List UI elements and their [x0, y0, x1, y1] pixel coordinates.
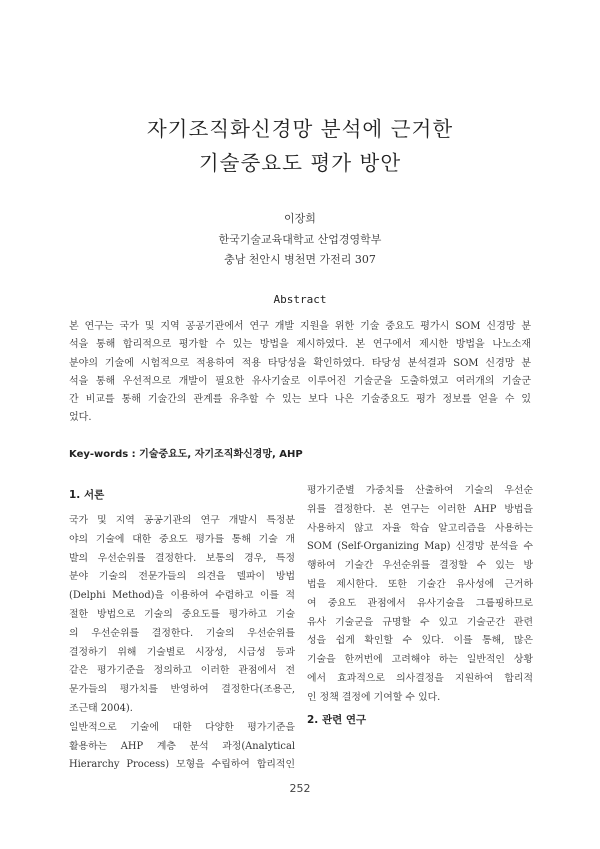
abstract-line: 본 연구는 국가 및 지역 공공기관에서 연구 개발 지원을 위한 기술 중요도 평가시 SOM 신경망 분: [69, 321, 531, 332]
body-line: 행하여 기술간 우선순위를 결정할 수 있는 방: [307, 560, 533, 572]
body-line: 같은 평가기준을 정의하고 이러한 관점에서 전: [69, 665, 295, 677]
abstract-body: [69, 318, 531, 428]
author-affiliation: 한국기술교육대학교 산업경영학부: [218, 233, 382, 246]
body-line: 문가들의 평가치를 반영하여 결정한다(조용곤,: [69, 684, 295, 696]
body-line: SOM (Self-Organizing Map) 신경망 분석을 수: [307, 541, 533, 553]
abstract-line: 었다.: [69, 412, 92, 424]
body-line: 활용하는 AHP 계층 분석 과정(Analytical: [69, 740, 295, 752]
abstract-line: 분야의 기술에 시험적으로 적용하여 적용 타당성을 확인하였다. 타당성 분석결과 SOM 신경망 분: [69, 357, 531, 369]
paper-title-line-2: 기술중요도 평가 방안: [198, 151, 402, 175]
abstract-heading: Abstract: [273, 293, 327, 306]
body-line: 사용하지 않고 자율 학습 알고리즘을 사용하는: [307, 522, 533, 534]
body-line: 성을 쉽게 확인할 수 있다. 이를 통해, 많은: [307, 635, 533, 647]
abstract-line: 간 비교를 통해 기술간의 관계를 유추할 수 있는 보다 나은 기술중요도 평가 정보를 얻을 수 있: [69, 394, 531, 406]
body-line: 기술을 한꺼번에 고려해야 하는 일반적인 상황: [307, 654, 533, 666]
body-line: Hierarchy Process) 모형을 수립하여 합리적인: [69, 759, 295, 771]
author-address: 충남 천안시 병천면 가전리 307: [224, 253, 376, 266]
page-number: 252: [289, 782, 311, 795]
body-line: 조근태 2004).: [69, 702, 133, 714]
body-line: 법을 제시한다. 또한 기술간 유사성에 근거하: [307, 578, 533, 590]
body-line: 여 중요도 관점에서 유사기술을 그룹핑하므로: [307, 597, 533, 609]
body-line: 유사 기술군을 규명할 수 있고 기술군간 관련: [307, 616, 533, 628]
body-line: 의 우선순위를 결정한다. 기술의 우선순위를: [69, 627, 295, 639]
body-line: 인 정책 결정에 기여할 수 있다.: [307, 691, 441, 703]
paper-title-line-1: 자기조직화신경망 분석에 근거한: [146, 117, 454, 141]
body-line: 발의 우선순위를 결정한다. 보통의 경우, 특정: [69, 552, 295, 564]
author-name: 이장희: [284, 212, 316, 225]
section-1-heading: 1. 서론: [69, 489, 105, 501]
body-line: 에서 효과적으로 의사결정을 지원하여 합리적: [307, 672, 533, 684]
section-2-heading: 2. 관련 연구: [307, 714, 367, 726]
keywords: Key-words : 기술중요도, 자기조직화신경망, AHP: [69, 449, 303, 460]
body-line: 평가기준별 가중치를 산출하여 기술의 우선순: [307, 485, 533, 496]
body-line: 위를 결정한다. 본 연구는 이러한 AHP 방법을: [307, 503, 533, 515]
body-line: 결정하기 위해 기술별로 시장성, 시급성 등과: [69, 646, 295, 658]
abstract-line: 석을 통해 합리적으로 평가할 수 있는 방법을 제시하였다. 본 연구에서 제시한 방법을 나노소재: [69, 339, 531, 351]
body-line: 일반적으로 기술에 대한 다양한 평가기준을: [69, 721, 295, 733]
body-line: 국가 및 지역 공공기관의 연구 개발시 특정분: [69, 515, 295, 526]
abstract-line: 석을 통해 우선적으로 개발이 필요한 유사기술로 이루어진 기술군을 도출하였고 여러개의 기술군: [69, 375, 531, 387]
body-line: 절한 방법으로 기술의 중요도를 평가하고 기술: [69, 608, 295, 620]
right-column-text: [307, 482, 533, 708]
left-column-text: [69, 512, 295, 775]
body-line: 야의 기술에 대한 중요도 평가를 통해 기술 개: [69, 533, 295, 545]
body-line: (Delphi Method)을 이용하여 수렴하고 이를 적: [69, 590, 295, 602]
body-line: 분야 기술의 전문가들의 의견을 델파이 방법: [69, 571, 295, 583]
